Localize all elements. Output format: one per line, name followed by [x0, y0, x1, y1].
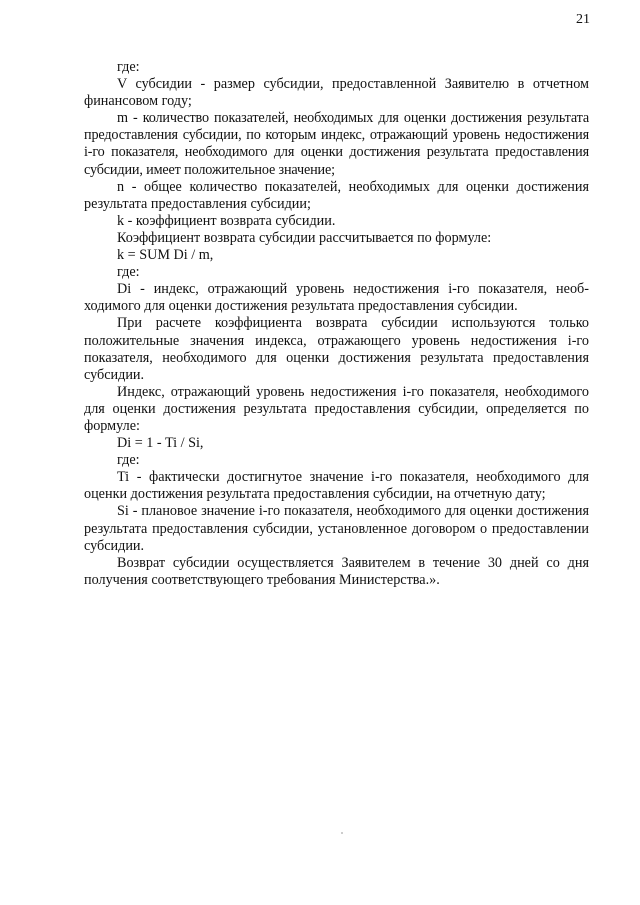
paragraph-m-count: m - количество показателей, необходимых для оценки достижения результата предоставления субсидии, по которым индекс, отражающий уровень недостижения i-го показателя, необходимого для оценки достижения результата предоставления субсидии, имеет положительное значение; — [84, 110, 589, 178]
paragraph-where-3: где: — [117, 452, 140, 469]
paragraph-di-index: Di - индекс, отражающий уровень недостижения i-го показателя, необходимого для оценки достижения результата предоставления субсидии. — [84, 281, 589, 315]
paragraph-k-coefficient: k - коэффициент возврата субсидии. — [117, 212, 336, 229]
paragraph-where-2: где: — [117, 264, 140, 281]
paragraph-n-count: n - общее количество показателей, необходимых для оценки достижения результата предоставления субсидии; — [84, 178, 589, 212]
paragraph-si-planned: Si - плановое значение i-го показателя, необходимого для оценки достижения результата предоставления субсидии, установленное договором о предоставлении субсидии. — [84, 503, 589, 554]
formula-di: Di = 1 - Ti / Si, — [117, 435, 204, 452]
page-number: 21 — [576, 12, 590, 27]
formula-k: k = SUM Di / m, — [117, 247, 214, 264]
paragraph-formula-intro-1: Коэффициент возврата субсидии рассчитывается по формуле: — [117, 229, 492, 246]
paragraph-v-subsidy: V субсидии - размер субсидии, предоставленной Заявителю в отчетном финансовом году; — [84, 76, 589, 110]
paragraph-refund-term: Возврат субсидии осуществляется Заявителем в течение 30 дней со дня получения соответствующего требования Министерства.». — [84, 554, 589, 588]
scan-speck — [341, 832, 343, 834]
document-body — [84, 59, 589, 589]
paragraph-index-definition: Индекс, отражающий уровень недостижения i-го показателя, необходимого для оценки достижения результата предоставления субсидии, определяется по формуле: — [84, 383, 589, 434]
paragraph-where-1: где: — [117, 59, 140, 75]
paragraph-positive-values: При расчете коэффициента возврата субсидии используются только положительные значения индекса, отражающего уровень недостижения i-го показателя, необходимого для оценки достижения результата предоставления субсидии. — [84, 315, 589, 383]
paragraph-ti-actual: Ti - фактически достигнутое значение i-го показателя, необходимого для оценки достижения результата предоставления субсидии, на отчетную дату; — [84, 469, 589, 503]
